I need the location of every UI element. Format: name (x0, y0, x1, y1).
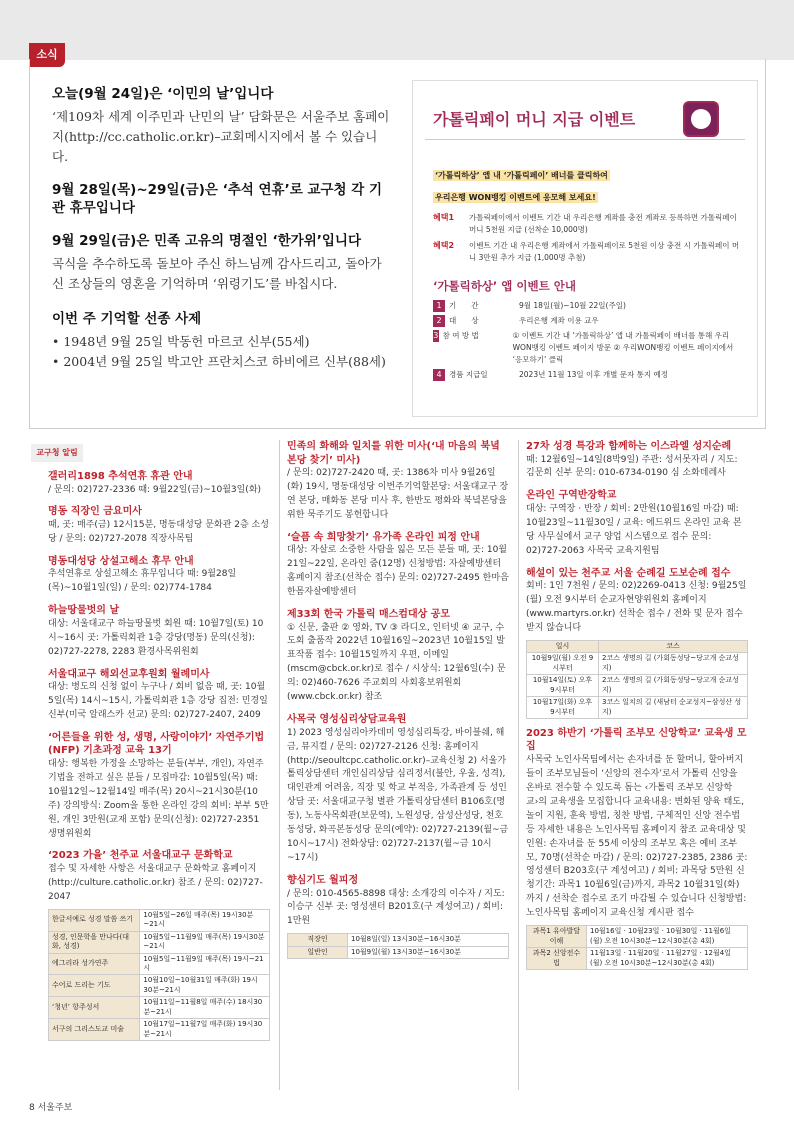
priest-item-1: • 1948년 9월 25일 박동헌 마르코 신부(55세) (52, 334, 310, 350)
news-title-3: 9월 29일(금)은 민족 고유의 명절인 ‘한가위’입니다 (52, 232, 362, 249)
priest-item-2: • 2004년 9월 25일 박고안 프란치스코 하비에르 신부(88세) (52, 354, 386, 370)
event-intro-2: 우리은행 WON뱅킹 이벤트에 응모해 보세요! (435, 193, 596, 202)
top-news-column (52, 85, 392, 372)
row-number: 2 (433, 315, 445, 327)
benefit2-text: 이벤트 기간 내 우리은행 계좌에서 가톨릭페이로 5천원 이상 충전 시 가톨릭페이 머니 3만원 추가 지급 (1,000명 추첨) (469, 241, 740, 262)
row-key: 참 여 방 법 (442, 331, 479, 340)
column-divider (518, 440, 519, 1090)
top-band (0, 0, 794, 60)
row-value: 9월 18일(월)~10월 22일(주일) (519, 301, 626, 310)
grandparent-school-table: 과목1 유아발달이해 10월16일 · 10월23일 · 10월30일 · 11월6일 (월) 오전 10시30분~12시30분(총 4회) 과목2 신앙전수법 11월13일 · 11월20일 · 11월27일 · 12월4일 (월) 오전 10시30분~12시30분(총 4회) (526, 925, 748, 970)
notice-item: ‘어른들을 위한 성, 생명, 사랑이야기’ 자연주기법(NFP) 기초과정 교육 13기 대상: 행복한 가정을 소망하는 분들(부부, 개인), 자연주기법을 전하고 싶은 분들 / 모집마감: 10월5일(목) 때: 10월12일~12월14일 매주(목) 20시~21시30분(10주) 강의방식: Zoom을 통한 온라인 강의 회비: 부부 5만원, 개인 3만원(교재 포함) 문의(신청): 02)727-2351 생명위원회 (48, 731, 269, 839)
news-body-1: ‘제109차 세계 이주민과 난민의 날’ 담화문은 서울주보 홈페이지(http://cc.catholic.or.kr)–교회메시지에서 볼 수 있습니다. (52, 109, 390, 165)
notice-item: 서울대교구 해외선교후원회 월례미사 대상: 병도의 신청 없이 누구나 / 회비 없음 때, 곳: 10월5일(목) 14시~15시, 가톨릭회관 1층 강당 집전: 민경일 신부(미국 알래스카 선교) 문의: 02)727-2407, 2409 (48, 668, 268, 720)
page-footer: 8 서울주보 (29, 1103, 73, 1113)
section-tag: 소식 (29, 43, 65, 67)
notice-item: 온라인 구역반장학교 대상: 구역장 · 반장 / 회비: 2만원(10월16일 마감) 때: 10월23일~11월30일 / 교육: 에드위드 온라인 교육 본당 사무실에서 교구 양업 시스템으로 접수 문의: 02)727-2063 사목국 교육지원팀 (526, 490, 742, 556)
row-value: ① 이벤트 기간 내 ‘가톨릭하상’ 앱 내 가톨릭페이 배너를 통해 우리WON뱅킹 이벤트 페이지 방문 ② 우리WON뱅킹 이벤트 페이지에서 ‘응모하기’ 클릭 (512, 331, 734, 364)
notice-item: 27차 성경 특강과 함께하는 이스라엘 성지순례 때: 12월6일~14일(8박9일) 주관: 성서못자리 / 지도: 김문희 신부 문의: 010-6734-0190 심 소화데레사 (526, 441, 738, 479)
benefit2-label: 혜택2 (433, 241, 455, 250)
notice-item: 제33회 한국 가톨릭 매스컴대상 공모 ① 신문, 출판 ② 영화, TV ③ 라디오, 인터넷 ④ 교구, 수도회 출품작 2022년 10월16일~2023년 10월15일 발표작품 접수: 10월15일까지 우편, 이메일(mscm@cbck.or.kr)로 접수 / 시상식: 12월6일(수) 문의: 02)460-7626 주교회의 사회홍보위원회(www.cbck.or.kr) 참조 (287, 609, 506, 703)
row-number: 3 (433, 331, 439, 340)
prayer-retreat-table: 직장인 10월8일(일) 13시30분~16시30분 일반인 10월9일(월) 13시30분~16시30분 (287, 933, 509, 959)
row-key: 대 상 (449, 316, 479, 325)
notice-item: ‘2023 가을’ 천주교 서울대교구 문화학교 접수 및 자세한 사항은 서울대교구 문화학교 홈페이지(http://culture.catholic.or.kr) 참조 / 문의: 02)727-2047 (48, 850, 263, 902)
column-divider (279, 440, 280, 1090)
notice-column-3 (526, 440, 748, 970)
event-intro-1: ‘가톨릭하상’ 앱 내 ‘가톨릭페이’ 배너를 클릭하여 (435, 171, 608, 180)
row-value: 우리은행 계좌 이용 교우 (519, 316, 599, 325)
row-number: 4 (433, 369, 445, 381)
notice-item: 명동대성당 상설고해소 휴무 안내 추석연휴로 상설고해소 휴무입니다 때: 9월28일(목)~10월1일(일) / 문의: 02)774-1784 (48, 555, 237, 594)
notice-item: ‘슬픔 속 희망찾기’ 유가족 온라인 피정 안내 대상: 자살로 소중한 사람을 잃은 모든 분들 때, 곳: 10월21일~22일, 온라인 줌(12명) 신청방법: 자살예방센터 홈페이지 참조(선착순 접수) 문의: 02)727-2495 한마음한몸자살예방센터 (287, 531, 509, 598)
news-title-4: 이번 주 기억할 선종 사제 (52, 310, 202, 327)
notice-item: 하늘땅물벗의 날 대상: 서울대교구 하늘땅물벗 회원 때: 10월7일(토) 10시~16시 곳: 가톨릭회관 1층 강당(명동) 문의(신청): 02)727-2278, 2283 환경사목위원회 (48, 605, 264, 657)
notice-item: 명동 직장인 금요미사 때, 곳: 매주(금) 12시15분, 명동대성당 문화관 2층 소성당 / 문의: 02)727-2078 직장사목팀 (48, 506, 269, 544)
app-event-subtitle: ‘가톨릭하상’ 앱 이벤트 안내 (433, 279, 576, 293)
catholic-pay-logo-icon (683, 101, 719, 137)
notice-item: 갤러리1898 추석연휴 휴관 안내 / 문의: 02)727-2336 때: 9월22일(금)~10월3일(화) (48, 471, 262, 495)
row-key: 기 간 (449, 301, 479, 310)
event-title: 가톨릭페이 머니 지급 이벤트 (433, 110, 636, 129)
pilgrimage-table: 일시 코스 10월9일(월) 오전 9시부터 2코스 생명의 길 (가회동성당~당고개 순교성지) 10월14일(토) 오후 9시부터 2코스 생명의 길 (가회동성당~당고개 순교성지) 10월17일(화) 오후 9시부터 3코스 일치의 길 (새남터 순교성지~삼성산 성지) (526, 640, 748, 719)
catholic-pay-event-box (412, 80, 758, 417)
row-value: 2023년 11월 13일 이후 개별 문자 통지 예정 (519, 370, 669, 379)
divider (425, 139, 745, 140)
notice-tab: 교구청 알림 (31, 444, 83, 462)
news-title-1: 오늘(9월 24일)은 ‘이민의 날’입니다 (52, 86, 274, 102)
news-body-3: 곡식을 추수하도록 돌보아 주신 하느님께 감사드리고, 돌아가신 조상들의 영혼을 기억하며 ‘위령기도’를 바칩시다. (52, 255, 382, 291)
news-title-2: 9월 28일(목)~29일(금)은 ‘추석 연휴’로 교구청 각 기관 휴무입니다 (52, 182, 383, 217)
benefit1-label: 혜택1 (433, 213, 455, 222)
row-number: 1 (433, 300, 445, 312)
notice-item: 민족의 화해와 일치를 위한 미사(‘내 마음의 북녘 본당 찾기’ 미사) / 문의: 02)727-2420 때, 곳: 1386차 미사 9월26일(화) 19시, 명동대성당 이번주기억할본당: 서울대교구 장연 본당, 매화동 본당 미사 후, 한반도 평화와 북녘본당을 위한 묵주기도 봉헌합니다 (287, 441, 509, 520)
notice-column-2 (287, 440, 509, 959)
notice-item: 해설이 있는 천주교 서울 순례길 도보순례 접수 회비: 1인 7천원 / 문의: 02)2269-0413 신청: 9월25일(월) 오전 9시부터 순교자현양위원회 홈페이지(www.martyrs.or.kr) 선착순 접수 / 전화 및 문자 접수 받지 않습니다 (526, 567, 747, 633)
notice-column-1 (48, 470, 270, 1041)
notice-item: 사목국 영성심리상담교육원 1) 2023 영성심리아카데미 영성심리특강, 바이블쉐, 해금, 뮤지컬 / 문의: 02)727-2126 신청: 홈페이지(http://seoultcpc.catholic.or.kr)–교육신청 2) 서울가톨릭상담센터 개인심리상담 심리정서(불안, 우울, 성격), 대인관계 어려움, 직장 및 학교 부적응, 가족관계 등 성인상담 곳: 서울대교구청 별관 가톨릭상담센터 B106호(명동), 노동사목회관(보문역), 노원성당, 삼성산성당, 천호동성당, 화곡본동성당 문의(예약): 02)727-2139(월~금 10시~17시) 전화상담: 02)727-2137(월~금 10시~17시) (287, 714, 509, 864)
notice-item: 향심기도 월피정 / 문의: 010-4565-8898 대상: 소개강의 이수자 / 지도: 이승구 신부 곳: 영성센터 B201호(구 계성여고) / 회비: 1만원 (287, 875, 505, 927)
benefit1-text: 가톨릭페이에서 이벤트 기간 내 우리은행 계좌를 충전 계좌로 등록하면 가톨릭페이 머니 5천원 지급 (선착순 10,000명) (469, 213, 737, 234)
notice-item: 2023 하반기 ‘가톨릭 조부모 신앙학교’ 교육생 모집 사목국 노인사목팀에서는 손자녀를 둔 할머니, 할아버지들이 조부모님들이 ‘신앙의 전수자’로서 가톨릭 신앙을 온바로 전수할 수 있도록 돕는 ‹가톨릭 조부모 신앙학교›의 교육생을 모집합니다 교육내용: 변화된 양육 태도, 놀이 지원, 훈육 방법, 칭찬 방법, 구체적인 신앙 전수법 등 자세한 내용은 노인사목팀 홈페이지 참조 교육대상 및 인원: 손자녀를 둔 55세 이상의 조부모 혹은 예비 조부모, 70명(선착순 마감) / 문의: 02)727-2385, 2386 곳: 영성센터 B203호(구 계성여고) / 회비: 과목당 5만원 신청기간: 과목1 10월6일(금)까지, 과목2 10월31일(화)까지 / 선착순 접수로 조기 마감될 수 있습니다 신청방법: 노인사목팀 홈페이지 교육신청 게시판 접수 (526, 727, 748, 919)
culture-school-table: 한글서예로 성경 말씀 쓰기 10월5일~26일 매주(목) 19시30분~21시 성경, 인문학을 만나다(대화, 성경) 10월5일~11월9일 매주(목) 19시30분~21시 에그리라 성가연주 10월5일~11월9일 매주(목) 19시~21시 수어로 드리는 기도 10월10일~10월31일 매주(화) 19시30분~21시 ‘청년’ 항주성서 10월11일~11월8일 매주(수) 18시30분~21시 서구의 그리스도교 미술 10월17일~11월7일 매주(화) 19시30분~21시 (48, 909, 270, 1041)
row-key: 경품 지급일 (449, 370, 488, 379)
